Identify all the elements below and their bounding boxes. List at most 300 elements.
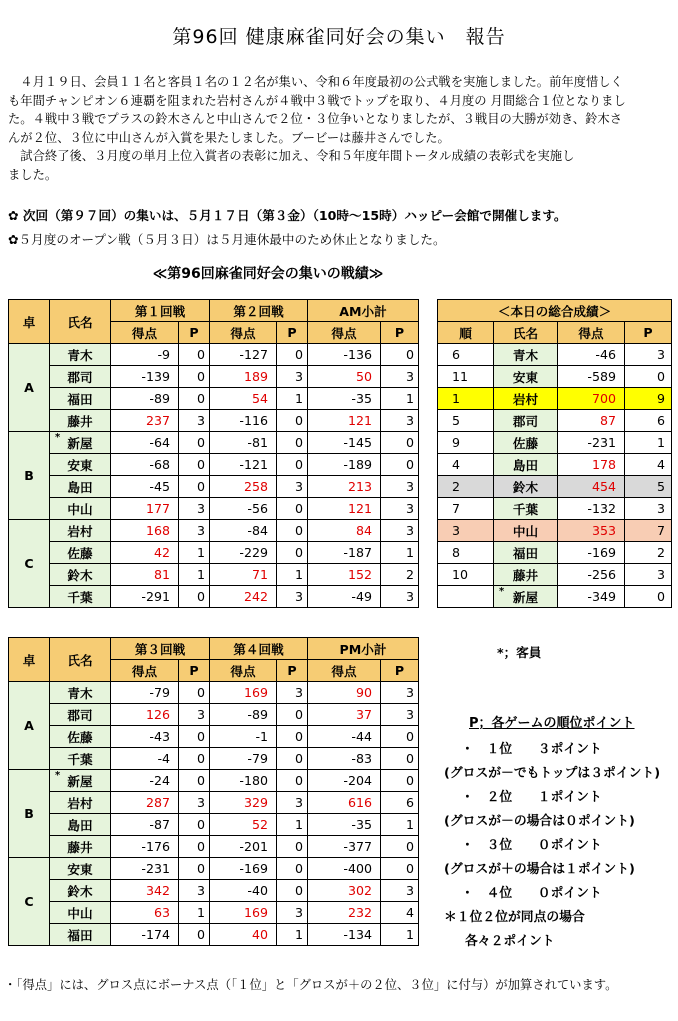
table-row xyxy=(9,770,419,792)
player-name-text: 岩村 xyxy=(67,796,93,811)
report-text xyxy=(8,73,672,185)
open-match-notice: ✿５月度のオープン戦（５月３日）は５月連休最中のため休止となりました。 xyxy=(8,232,446,247)
point-cell: 0 xyxy=(179,388,210,410)
score-cell: -49 xyxy=(308,586,381,608)
legend-line: 各々２ポイント xyxy=(465,934,555,949)
overall-results-table xyxy=(437,299,672,608)
point-cell: 0 xyxy=(179,770,210,792)
score-cell: 63 xyxy=(111,902,179,924)
table-row xyxy=(9,836,419,858)
player-name xyxy=(50,366,111,388)
score-cell: 177 xyxy=(111,498,179,520)
point-cell: 0 xyxy=(381,748,419,770)
point-cell: 3 xyxy=(179,704,210,726)
player-name-text: 千葉 xyxy=(67,752,93,767)
player-name-text: 新屋 xyxy=(67,774,93,789)
rank-cell xyxy=(438,586,494,608)
point-cell: 3 xyxy=(381,704,419,726)
score-cell: -377 xyxy=(308,836,381,858)
table-label: C xyxy=(9,858,50,946)
guest-mark: * xyxy=(55,770,61,781)
score-cell: 87 xyxy=(558,410,625,432)
player-name-text: 佐藤 xyxy=(512,436,539,451)
point-cell: 2 xyxy=(381,564,419,586)
table-row xyxy=(9,902,419,924)
summary-row xyxy=(438,344,672,366)
player-name-text: 藤井 xyxy=(512,568,539,583)
score-cell: -64 xyxy=(111,432,179,454)
header-round-1: 第１回戦 xyxy=(111,300,210,322)
score-cell: -189 xyxy=(308,454,381,476)
score-cell: 237 xyxy=(111,410,179,432)
rank-cell: 9 xyxy=(438,432,494,454)
header-point: P xyxy=(277,322,308,344)
summary-row xyxy=(438,564,672,586)
point-cell: 0 xyxy=(277,498,308,520)
score-cell: -256 xyxy=(558,564,625,586)
point-cell: 2 xyxy=(625,542,672,564)
point-cell: 0 xyxy=(179,924,210,946)
guest-mark: * xyxy=(55,432,61,443)
footnote: ・「得点」には、グロス点にボーナス点（「１位」と「グロスが＋の２位、３位」に付与）が加算されています。 xyxy=(4,978,618,992)
point-cell: 6 xyxy=(381,792,419,814)
score-cell: 168 xyxy=(111,520,179,542)
player-name-text: 藤井 xyxy=(67,840,93,855)
player-name xyxy=(494,476,558,498)
point-cell: 3 xyxy=(625,344,672,366)
table-row xyxy=(9,704,419,726)
table-row xyxy=(9,748,419,770)
point-cell: 0 xyxy=(179,726,210,748)
player-name xyxy=(494,542,558,564)
point-cell: 1 xyxy=(277,388,308,410)
header-score: 得点 xyxy=(111,322,179,344)
point-cell: 1 xyxy=(179,542,210,564)
summary-row xyxy=(438,586,672,608)
score-cell: -89 xyxy=(210,704,277,726)
table-row xyxy=(9,880,419,902)
point-cell: 3 xyxy=(381,498,419,520)
table-row xyxy=(9,432,419,454)
point-cell: 5 xyxy=(625,476,672,498)
score-cell: 242 xyxy=(210,586,277,608)
player-name-text: 福田 xyxy=(512,546,539,561)
point-cell: 3 xyxy=(381,880,419,902)
player-name xyxy=(50,542,111,564)
point-cell: 3 xyxy=(179,792,210,814)
player-name xyxy=(50,792,111,814)
rank-cell: 5 xyxy=(438,410,494,432)
point-cell: 0 xyxy=(179,344,210,366)
score-cell: 700 xyxy=(558,388,625,410)
player-name xyxy=(50,704,111,726)
header-am-subtotal: AM小計 xyxy=(308,300,419,322)
score-cell: -1 xyxy=(210,726,277,748)
point-cell: 1 xyxy=(381,814,419,836)
point-cell: 0 xyxy=(625,366,672,388)
report-line: も年間チャンピオン６連覇を阻まれた岩村さんが４戦中３戦でトップを取り、４月度の 月間総合１位となりまし xyxy=(8,93,626,108)
player-name xyxy=(494,454,558,476)
player-name-text: 岩村 xyxy=(512,392,539,407)
point-cell: 3 xyxy=(179,498,210,520)
point-cell: 1 xyxy=(625,432,672,454)
score-cell: -56 xyxy=(210,498,277,520)
player-name xyxy=(50,520,111,542)
legend-line: (グロスが－の場合は０ポイント) xyxy=(444,814,635,829)
score-cell: 40 xyxy=(210,924,277,946)
legend-line: (グロスが－でもトップは３ポイント) xyxy=(444,766,661,781)
table-row xyxy=(9,454,419,476)
score-cell: 121 xyxy=(308,498,381,520)
point-cell: 1 xyxy=(381,388,419,410)
player-name-text: 青木 xyxy=(67,686,93,701)
score-cell: -84 xyxy=(210,520,277,542)
header-point: P xyxy=(179,322,210,344)
header-score: 得点 xyxy=(210,660,277,682)
point-cell: 0 xyxy=(179,476,210,498)
player-name xyxy=(50,586,111,608)
point-cell: 3 xyxy=(381,366,419,388)
score-cell: 232 xyxy=(308,902,381,924)
point-cell: 0 xyxy=(625,586,672,608)
score-cell: -145 xyxy=(308,432,381,454)
header-score: 得点 xyxy=(558,322,625,344)
point-cell: 0 xyxy=(277,726,308,748)
score-cell: -136 xyxy=(308,344,381,366)
header-point: P xyxy=(381,660,419,682)
table-row xyxy=(9,792,419,814)
header-point: P xyxy=(381,322,419,344)
legend-line: ・ １位 ３ポイント xyxy=(461,742,602,757)
score-cell: -87 xyxy=(111,814,179,836)
player-name xyxy=(494,366,558,388)
summary-row xyxy=(438,498,672,520)
score-cell: -291 xyxy=(111,586,179,608)
point-cell: 3 xyxy=(277,902,308,924)
score-cell: 169 xyxy=(210,902,277,924)
point-cell: 0 xyxy=(277,880,308,902)
point-cell: 3 xyxy=(381,410,419,432)
table-row xyxy=(9,542,419,564)
score-cell: -204 xyxy=(308,770,381,792)
header-table: 卓 xyxy=(9,300,50,344)
point-cell: 0 xyxy=(381,432,419,454)
score-cell: -35 xyxy=(308,388,381,410)
player-name-text: 島田 xyxy=(67,818,93,833)
score-cell: -180 xyxy=(210,770,277,792)
score-cell: -169 xyxy=(210,858,277,880)
player-name xyxy=(50,814,111,836)
point-cell: 1 xyxy=(277,924,308,946)
summary-row xyxy=(438,410,672,432)
summary-row xyxy=(438,454,672,476)
point-cell: 1 xyxy=(179,902,210,924)
player-name xyxy=(50,682,111,704)
point-cell: 3 xyxy=(179,410,210,432)
guest-note: *；客員 xyxy=(497,645,542,660)
legend-title: P；各ゲームの順位ポイント xyxy=(469,716,635,731)
table-row xyxy=(9,924,419,946)
header-score: 得点 xyxy=(308,322,381,344)
point-cell: 0 xyxy=(277,748,308,770)
point-cell: 0 xyxy=(381,836,419,858)
table-row xyxy=(9,366,419,388)
point-cell: 9 xyxy=(625,388,672,410)
score-cell: -43 xyxy=(111,726,179,748)
score-cell: 126 xyxy=(111,704,179,726)
point-cell: 0 xyxy=(277,836,308,858)
score-cell: -134 xyxy=(308,924,381,946)
table-label: C xyxy=(9,520,50,608)
point-cell: 0 xyxy=(179,836,210,858)
rank-cell: 4 xyxy=(438,454,494,476)
score-cell: -24 xyxy=(111,770,179,792)
player-name-text: 安東 xyxy=(67,458,93,473)
point-cell: 0 xyxy=(277,454,308,476)
player-name-text: 中山 xyxy=(67,906,93,921)
table-row xyxy=(9,586,419,608)
player-name xyxy=(50,726,111,748)
score-cell: 71 xyxy=(210,564,277,586)
player-name-text: 安東 xyxy=(67,862,93,877)
point-cell: 3 xyxy=(179,520,210,542)
score-cell: -400 xyxy=(308,858,381,880)
rank-cell: 10 xyxy=(438,564,494,586)
point-cell: 3 xyxy=(277,476,308,498)
score-cell: -46 xyxy=(558,344,625,366)
player-name xyxy=(494,388,558,410)
player-name xyxy=(50,476,111,498)
point-cell: 0 xyxy=(179,586,210,608)
point-cell: 0 xyxy=(179,748,210,770)
score-cell: 287 xyxy=(111,792,179,814)
player-name xyxy=(494,564,558,586)
player-name xyxy=(50,388,111,410)
point-cell: 0 xyxy=(381,858,419,880)
summary-row xyxy=(438,366,672,388)
header-point: P xyxy=(625,322,672,344)
point-cell: 3 xyxy=(381,586,419,608)
score-cell: -132 xyxy=(558,498,625,520)
player-name xyxy=(50,770,111,792)
point-cell: 0 xyxy=(277,770,308,792)
player-name-text: 福田 xyxy=(67,928,93,943)
rank-cell: 6 xyxy=(438,344,494,366)
point-cell: 0 xyxy=(179,814,210,836)
table-label: B xyxy=(9,770,50,858)
player-name-text: 中山 xyxy=(512,524,539,539)
point-cell: 0 xyxy=(277,432,308,454)
score-cell: -9 xyxy=(111,344,179,366)
score-cell: 342 xyxy=(111,880,179,902)
table-row xyxy=(9,814,419,836)
header-score: 得点 xyxy=(210,322,277,344)
pm-results-table xyxy=(8,637,419,946)
score-cell: 302 xyxy=(308,880,381,902)
summary-row xyxy=(438,542,672,564)
report-line: 試合終了後、３月度の単月上位入賞者の表彰に加え、令和５年度年間トータル成績の表彰式を実施し xyxy=(20,149,575,164)
header-pm-subtotal: PM小計 xyxy=(308,638,419,660)
header-name: 氏名 xyxy=(50,300,111,344)
header-round-4: 第４回戦 xyxy=(210,638,308,660)
header-round-3: 第３回戦 xyxy=(111,638,210,660)
summary-row xyxy=(438,520,672,542)
header-name: 氏名 xyxy=(494,322,558,344)
point-cell: 1 xyxy=(381,542,419,564)
player-name xyxy=(50,748,111,770)
results-title: ≪第96回麻雀同好会の集いの戦績≫ xyxy=(152,266,384,282)
player-name-text: 郡司 xyxy=(67,708,93,723)
point-cell: 0 xyxy=(179,682,210,704)
table-row xyxy=(9,726,419,748)
score-cell: -79 xyxy=(210,748,277,770)
player-name xyxy=(494,520,558,542)
summary-row xyxy=(438,388,672,410)
score-cell: -83 xyxy=(308,748,381,770)
summary-row xyxy=(438,476,672,498)
player-name-text: 新屋 xyxy=(512,590,539,605)
legend-line: ・ ４位 ０ポイント xyxy=(461,886,602,901)
player-name xyxy=(494,344,558,366)
score-cell: 50 xyxy=(308,366,381,388)
player-name-text: 鈴木 xyxy=(512,480,539,495)
point-cell: 3 xyxy=(381,520,419,542)
score-cell: 178 xyxy=(558,454,625,476)
score-cell: -116 xyxy=(210,410,277,432)
rank-cell: 2 xyxy=(438,476,494,498)
legend-line: ・ ２位 １ポイント xyxy=(461,790,602,805)
score-cell: -187 xyxy=(308,542,381,564)
rank-cell: 3 xyxy=(438,520,494,542)
next-meeting-notice: ✿ 次回（第９７回）の集いは、５月１７日（第３金）（10時～15時）ハッピー会館で開催します。 xyxy=(8,208,567,223)
header-point: P xyxy=(277,660,308,682)
table-label: A xyxy=(9,344,50,432)
point-cell: 1 xyxy=(277,814,308,836)
point-cell: 0 xyxy=(179,432,210,454)
player-name-text: 鈴木 xyxy=(67,568,93,583)
player-name xyxy=(50,432,111,454)
player-name xyxy=(494,410,558,432)
table-row xyxy=(9,858,419,880)
summary-row xyxy=(438,432,672,454)
score-cell: 90 xyxy=(308,682,381,704)
report-line: ４月１９日、会員１１名と客員１名の１２名が集い、令和６年度最初の公式戦を実施しました。前年度惜しく xyxy=(20,75,623,89)
score-cell: 42 xyxy=(111,542,179,564)
header-round-2: 第２回戦 xyxy=(210,300,308,322)
table-row xyxy=(9,344,419,366)
point-cell: 0 xyxy=(381,454,419,476)
score-cell: 52 xyxy=(210,814,277,836)
score-cell: -68 xyxy=(111,454,179,476)
player-name-text: 安東 xyxy=(512,370,539,385)
legend-line: ・ ３位 ０ポイント xyxy=(461,838,602,853)
report-line: んが２位、３位に中山さんが入賞を果たしました。ブービーは藤井さんでした。 xyxy=(8,130,450,145)
score-cell: 213 xyxy=(308,476,381,498)
player-name xyxy=(494,586,558,608)
score-cell: -229 xyxy=(210,542,277,564)
am-results-table xyxy=(8,299,419,608)
point-cell: 0 xyxy=(277,858,308,880)
score-cell: -231 xyxy=(558,432,625,454)
point-cell: 3 xyxy=(625,564,672,586)
score-cell: -231 xyxy=(111,858,179,880)
table-label: A xyxy=(9,682,50,770)
header-score: 得点 xyxy=(308,660,381,682)
player-name xyxy=(50,858,111,880)
rank-cell: 8 xyxy=(438,542,494,564)
score-cell: 329 xyxy=(210,792,277,814)
point-cell: 0 xyxy=(381,770,419,792)
header-rank: 順 xyxy=(438,322,494,344)
score-cell: 121 xyxy=(308,410,381,432)
point-cell: 4 xyxy=(625,454,672,476)
page-title: 第96回 健康麻雀同好会の集い 報告 xyxy=(172,26,506,48)
player-name-text: 鈴木 xyxy=(67,884,93,899)
table-row xyxy=(9,388,419,410)
score-cell: -121 xyxy=(210,454,277,476)
score-cell: -89 xyxy=(111,388,179,410)
player-name-text: 新屋 xyxy=(67,436,93,451)
player-name xyxy=(494,498,558,520)
player-name-text: 島田 xyxy=(67,480,93,495)
player-name-text: 郡司 xyxy=(512,414,539,429)
score-cell: -139 xyxy=(111,366,179,388)
player-name-text: 佐藤 xyxy=(67,546,93,561)
point-cell: 1 xyxy=(277,564,308,586)
score-cell: 353 xyxy=(558,520,625,542)
player-name xyxy=(50,924,111,946)
score-cell: -44 xyxy=(308,726,381,748)
score-cell: -79 xyxy=(111,682,179,704)
point-cell: 3 xyxy=(277,586,308,608)
point-cell: 3 xyxy=(277,682,308,704)
guest-mark: * xyxy=(499,586,505,597)
point-cell: 4 xyxy=(381,902,419,924)
player-name-text: 千葉 xyxy=(67,590,93,605)
point-cell: 3 xyxy=(179,880,210,902)
score-cell: 152 xyxy=(308,564,381,586)
table-row xyxy=(9,498,419,520)
table-row xyxy=(9,520,419,542)
point-cell: 0 xyxy=(179,858,210,880)
score-cell: -40 xyxy=(210,880,277,902)
score-cell: 616 xyxy=(308,792,381,814)
summary-title: ＜本日の総合成績＞ xyxy=(438,300,672,322)
score-cell: 454 xyxy=(558,476,625,498)
point-cell: 0 xyxy=(179,454,210,476)
score-cell: -589 xyxy=(558,366,625,388)
score-cell: 189 xyxy=(210,366,277,388)
player-name-text: 岩村 xyxy=(67,524,93,539)
score-cell: -169 xyxy=(558,542,625,564)
point-cell: 3 xyxy=(625,498,672,520)
player-name xyxy=(50,344,111,366)
player-name xyxy=(50,410,111,432)
player-name xyxy=(50,880,111,902)
player-name-text: 藤井 xyxy=(67,414,93,429)
player-name xyxy=(494,432,558,454)
point-cell: 3 xyxy=(381,476,419,498)
score-cell: 54 xyxy=(210,388,277,410)
player-name-text: 千葉 xyxy=(512,502,539,517)
player-name-text: 佐藤 xyxy=(67,730,93,745)
rank-cell: 1 xyxy=(438,388,494,410)
point-cell: 0 xyxy=(381,726,419,748)
table-row xyxy=(9,682,419,704)
header-score: 得点 xyxy=(111,660,179,682)
header-point: P xyxy=(179,660,210,682)
score-cell: -349 xyxy=(558,586,625,608)
